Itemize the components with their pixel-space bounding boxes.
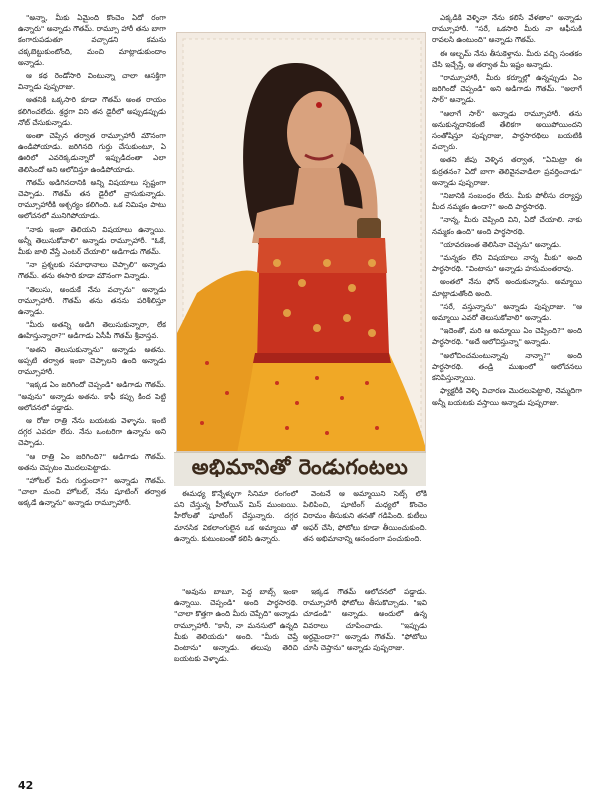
body-paragraph: ఆ కథ రెండోసారి వింటున్నా చాలా ఆసక్తిగా విన్నాడు పుష్పరాజు.	[18, 71, 166, 92]
body-paragraph: "హోటల్ పేరు గుర్తుందా?" అన్నాడు గౌతమ్. "చాలా మంచి హోటల్, నేను షూటింగ్ తర్వాత అక్కడే ఉన్నాను" అన్నాడు రామ్సూహారీ.	[18, 475, 166, 508]
body-paragraph: "అన్నా, మీకు ఏమైంది కొంచెం ఏదో రంగా ఉన్నారు" అన్నాడు గౌతమ్. రామ్సూ హారీ తను బాగా కంగారుపడుతూ వచ్చాడని కమను చక్కబెట్టుకుంటోంది, మంచి మాట్లాడుకుందాం అన్నాడు.	[18, 13, 166, 67]
body-paragraph: "సరే, వస్తున్నాను" అన్నాడు పుష్పరాజు. "ఆ అమ్మాయి ఎవరో తెలుసుకోవాలి" అన్నాడు.	[432, 301, 582, 323]
body-paragraph: "నాన్న, మీరు చెప్పింది విని, ఏదో చేయాలి. నాకు నమ్మకం ఉంది" అంది పార్థసారథి.	[432, 215, 582, 236]
right-text-column	[432, 12, 582, 760]
middle-text-block-a	[174, 488, 298, 580]
left-text-column	[18, 12, 166, 760]
body-paragraph: "యావరణంత తెలిసినా చెప్పను" అన్నాడు.	[440, 239, 562, 249]
body-paragraph: "నా ప్రశ్నలకు సమాధానాలు చెప్పాలి" అన్నాడు గౌతమ్. తను ఈసారి కూడా మౌనంగా విన్నాడు.	[18, 260, 166, 281]
middle-paragraph: వెంటనే ఆ అమ్మాయిని సెట్స్ లోకి పిలిపించి, షూటింగ్ మధ్యలో కొంచెం విరామం తీసుకుని తనతో గడిపింది. కుటీలు ఆఫర్ చేసి, ఫోటోలు కూడా తీయించుకుంది. తన అభిమానాన్ని ఆనందంగా పంచుకుంది.	[303, 489, 427, 543]
body-paragraph: అంతా చెప్పిన తర్వాత రామ్సూహారీ మౌనంగా ఉండిపోయాడు. జరిగినది గుర్తు చేసుకుంటూ, ఏ ఊరిలో ఎవరెక్కడున్నారో ఇప్పుడిదంతా ఎలా తెలిసిందో అని ఆలోచిస్తూ ఉండిపోయాడు.	[18, 131, 166, 174]
body-paragraph: "అతని తెలుసుకున్నాను" అన్నాడు అతను. అప్పటి తర్వాత ఇంకా చెప్పాలని ఉంది అన్నాడు రామ్సూహారీ.	[18, 344, 166, 377]
middle-text-block-d	[303, 586, 427, 760]
body-paragraph: గౌతమ్ అడిగినదానికి అన్ని విషయాలు స్పష్టంగా చెప్పాడు. గౌతమ్ తన డైరీలో వ్రాసుకున్నాడు. రామ్సూహారీకి ఆశ్చర్యం కలిగింది. ఒక నిమిషం పాటు ఆలోచనలో మునిగిపోయాడు.	[18, 177, 166, 221]
middle-text-block-c	[174, 586, 298, 760]
headline-banner	[174, 452, 426, 486]
body-paragraph: "అలోచించమంటున్నావు నాన్నా?" అంది పార్థసారథి. తండ్రి ముఖంలో ఆలోచనలు కనిపిస్తున్నాయి.	[432, 350, 582, 383]
actress-photo-illustration	[177, 33, 426, 452]
body-paragraph: ఆతనికి ఒక్కసారి కూడా గౌతమ్ అంత రాయం కలిగించలేదు. శ్రద్ధగా విని తన డైరీలో అప్పుడప్పుడు నోట్ చేసుకున్నాడు.	[18, 95, 166, 127]
body-paragraph: "రామ్సూహారీ, మీరు కర్నూల్లో ఉన్నప్పుడు ఏం జరిగిందో చెప్పండి" అని అడిగాడు గౌతమ్. "అలాగే సార్" అన్నాడు.	[432, 73, 582, 105]
feature-photo	[176, 32, 426, 452]
body-paragraph: "ఆలాగే సార్" అన్నాడు రామ్సూహారీ. తను అనుకున్నదానికంటే తేలికగా అయిపోయిందని సంతోషిస్తూ పుష్పరాజు, పార్థసారథిలు బయటికి వచ్చారు.	[432, 108, 582, 152]
page-number: 42	[18, 779, 34, 792]
body-paragraph: అంతలో నేను ఫోన్ అందుకున్నాను. అమ్మాయి మాట్లాడుతోంది అంది.	[432, 277, 582, 298]
body-paragraph: "మీరు అతన్ని అడిగి తెలుసుకున్నారా, లేక ఊహిస్తున్నారా?" అడిగాడు ఏసీపీ గౌతమ్ శ్రీవాస్తవ.	[18, 320, 166, 341]
body-paragraph: ఫ్యాక్టరీకి వెళ్ళి విచారణ మొదలుపెట్టాలి, నెమ్మదిగా అన్నీ బయటకు వస్తాయి అన్నాడు పుష్పరాజు.	[432, 386, 582, 407]
article-headline: అభిమానితో రెండుగంటలు	[191, 454, 409, 479]
middle-text-block-b	[303, 488, 427, 580]
middle-paragraph: ఈమధ్య కొన్నేళ్ళుగా సినిమా రంగంలో పని చేస్తున్న హీరోయిన్ మిస్ ముంబయి. హీరోలతో షూటింగ్ చేస్తున్నారు. దగ్గర మానసిక వికలాంగులైన ఒక అమ్మాయి తో ఉన్నారు. కుటుంబంతో కలిసి ఉన్నారు.	[174, 489, 298, 543]
body-paragraph: అతని జీపు వెళ్ళిన తర్వాత, "ఏమిట్రా ఈ కుర్రతనం? ఏదో బాగా తెలివైనవాడిలా ప్రవర్తించాడు" అన్నాడు పుష్పరాజు.	[432, 155, 582, 187]
body-paragraph: "నాకు ఇంకా తెలియని విషయాలు ఉన్నాయి. అన్నీ తెలుసుకోవాలి" అన్నాడు రామ్సూహారీ. "ఓకే, మీకు జాలి వేస్తే ఎంటర్ చేయాలి" అడిగాడు గౌతమ్.	[18, 224, 166, 257]
body-paragraph: "నిజానికి సంబంధం లేదు. మీకు పోలీసు దర్యాప్తు మీద నమ్మకం ఉందా?" అంది పార్థసారథి.	[432, 191, 582, 212]
body-paragraph: ఎక్కడికి వెళ్ళినా నేను కలిసే వేళతాం" అన్నాడు రామ్సూహారీ. "సరే, ఒకసారి మీరు నా ఆఫీసుకి రావలసి ఉంటుంది" అన్నాడు గౌతమ్.	[432, 13, 582, 45]
middle-paragraph: "అవును బాబూ, పెద్ద బాబ్స్ ఇంకా ఉన్నాయి. చెప్పండి" అంది పార్థసారథి. "చాలా కొత్తగా ఉంది మీరు చెప్పేది" అన్నాడు రామ్సూహారీ. "కానీ, నా మనసులో ఉన్నది మీకు తెలియదు" అంది. "మీరు చెప్తే వింటాను" అన్నాడు. తలుపు తెరిచి బయటకు వెళ్ళాడు.	[174, 587, 298, 664]
body-paragraph: "తెలుసు, అందుకే నేను వచ్చాను" అన్నాడు రామ్సూహారీ. గౌతమ్ తను తనను పరిశీలిస్తూ ఉన్నాడు.	[18, 284, 166, 317]
middle-paragraph: ఇక్కడ గౌతమ్ ఆలోచనలో పడ్డాడు. రామ్సూహారీ ఫోటోలు తీసుకొచ్చాడు. "ఇవి చూడండి" అన్నాడు. అందులో ఉన్న వివరాలు చూపించాడు. "ఇప్పుడు అర్థమైందా?" అన్నాడు గౌతమ్. "ఫోటోలు చూసి చెప్తాను" అన్నాడు పుష్పరాజు.	[303, 587, 427, 653]
body-paragraph: "ఇక్కడ ఏం జరిగిందో చెప్పండి" అడిగాడు గౌతమ్. "అవును" అన్నాడు అతను. కాఫీ కప్పు కింద పెట్టి ఆలోచనలో పడ్డాడు.	[18, 380, 166, 412]
body-paragraph: "మన్నకం లేని విషయాలు నాన్న మీకు" అంది పార్థసారథి. "వింటాను" అన్నాడు హనుమంతరావు.	[432, 253, 582, 274]
body-paragraph: ఈ ఆల్బమ్ నేను తీసుకెళ్తాను. మీరు వచ్చి సంతకం చేసి ఇచ్చేస్తే, ఆ తర్వాత మీ ఇష్టం అన్నాడు.	[432, 48, 582, 69]
body-paragraph: ఆ రోజు రాత్రి నేను బయటకు వెళ్ళాను. ఇంటి దగ్గర ఎవరూ లేరు. నేను ఒంటరిగా ఉన్నాను అని చెప్పాడు.	[18, 415, 166, 448]
body-paragraph: "ఆ రాత్రి ఏం జరిగింది?" అడిగాడు గౌతమ్. అతను చెప్పటం మొదలుపెట్టాడు.	[18, 451, 166, 472]
body-paragraph: "ఇదెంతో, మరి ఆ అమ్మాయి ఏం చెప్పింది?" అంది పార్థసారథి. "అదే ఆలోచిస్తున్నా" అన్నాడు.	[432, 326, 582, 347]
